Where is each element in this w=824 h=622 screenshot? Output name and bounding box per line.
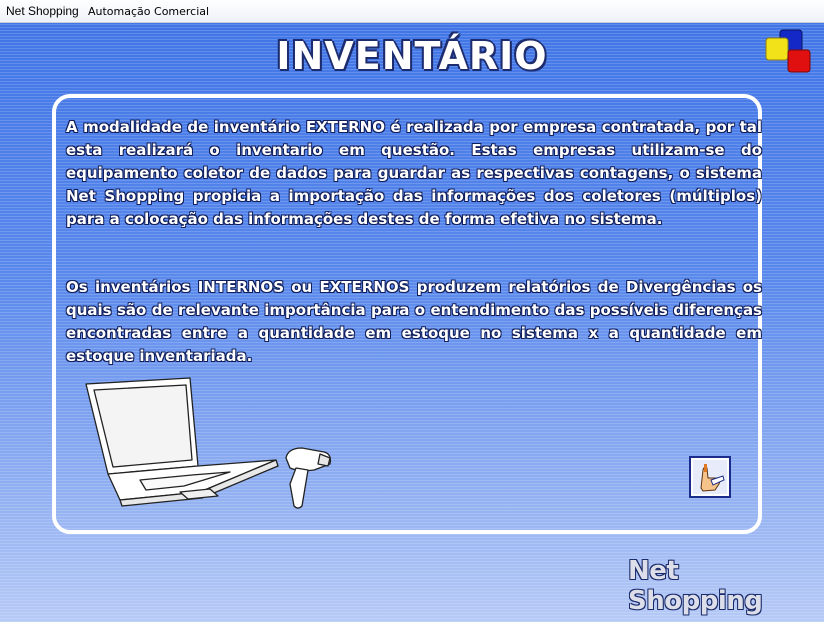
page-title: INVENTÁRIO (276, 34, 548, 78)
barcode-scanner-illustration-icon (280, 444, 336, 512)
app-subtitle: Automação Comercial (88, 5, 210, 18)
paragraph-divergencias: Os inventários INTERNOS ou EXTERNOS produzem relatórios de Divergências os quais são de relevante importância para o entendimento das possíveis diferenças encontradas entre a quantidade em estoque no sistema x a quantidade em estoque inventariada. (66, 278, 762, 365)
window-titlebar (0, 0, 824, 23)
paragraph-externo: A modalidade de inventário EXTERNO é realizada por empresa contratada, por tal esta realizará o inventario em questão. Estas empresas utilizam-se do equipamento coletor de dados para guardar as respectivas contagens, o sistema Net Shopping propicia a importação das informações dos coletores (múltiplos) para a colocação das informações destes de forma efetiva no sistema. (66, 118, 762, 228)
net-shopping-watermark-logo: Net Shopping (628, 556, 763, 616)
hand-pointer-icon (691, 458, 729, 496)
colored-cubes-logo-icon (760, 28, 816, 76)
app-name: Net Shopping (6, 4, 79, 18)
help-button[interactable] (689, 456, 731, 498)
